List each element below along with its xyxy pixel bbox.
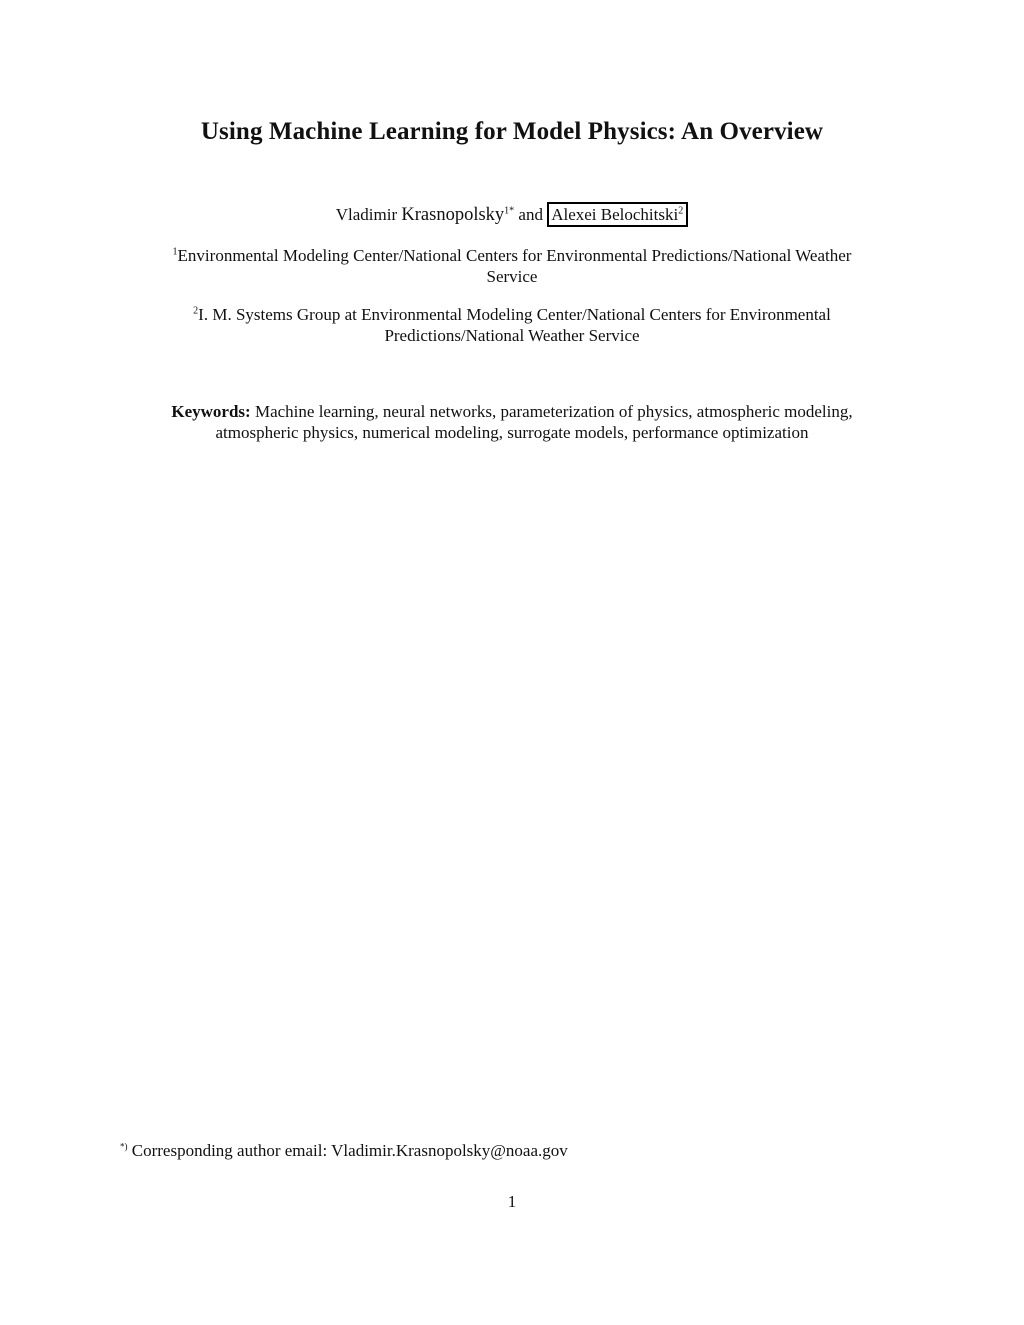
- author2-highlight-box: [547, 202, 688, 227]
- paper-title: Using Machine Learning for Model Physics: An Overview: [200, 118, 824, 145]
- page-number: 1: [507, 1192, 517, 1211]
- keywords-line-2: atmospheric physics, numerical modeling, surrogate models, performance optimization: [215, 423, 809, 442]
- affiliation-2: [0, 304, 1024, 346]
- keywords-line-1: [0, 401, 1024, 422]
- footnote-marker: *): [120, 1141, 128, 1152]
- affiliation-2-marker: 2: [193, 305, 199, 317]
- affiliation-1-line-1: [0, 245, 1024, 266]
- affiliation-1-text: Environmental Modeling Center/National Centers for Environmental Predictions/National Weather: [177, 246, 852, 265]
- affiliation-1-line-2: Service: [486, 267, 538, 286]
- author1-affiliation-marker: 1*: [504, 205, 515, 217]
- author1-first-name: Vladimir: [335, 205, 402, 224]
- author2-name: Alexei Belochitski: [551, 205, 679, 224]
- keywords-label: Keywords:: [171, 402, 251, 421]
- affiliation-2-line-1: [0, 304, 1024, 325]
- author2-affiliation-marker: 2: [678, 205, 684, 217]
- keywords-section: [0, 401, 1024, 443]
- author-conjunction: and: [514, 205, 548, 224]
- author-line: [0, 205, 1024, 226]
- affiliation-2-line-2: Predictions/National Weather Service: [384, 326, 640, 345]
- author1-last-name: Krasnopolsky: [401, 205, 505, 225]
- corresponding-author-footnote: [120, 1141, 568, 1161]
- affiliation-1: [0, 245, 1024, 287]
- footnote-text: Corresponding author email: Vladimir.Krasnopolsky@noaa.gov: [127, 1141, 568, 1160]
- affiliation-2-text: I. M. Systems Group at Environmental Modeling Center/National Centers for Environmental: [198, 305, 831, 324]
- keywords-text-1: Machine learning, neural networks, parameterization of physics, atmospheric modeling,: [250, 402, 853, 421]
- affiliation-1-marker: 1: [172, 246, 178, 258]
